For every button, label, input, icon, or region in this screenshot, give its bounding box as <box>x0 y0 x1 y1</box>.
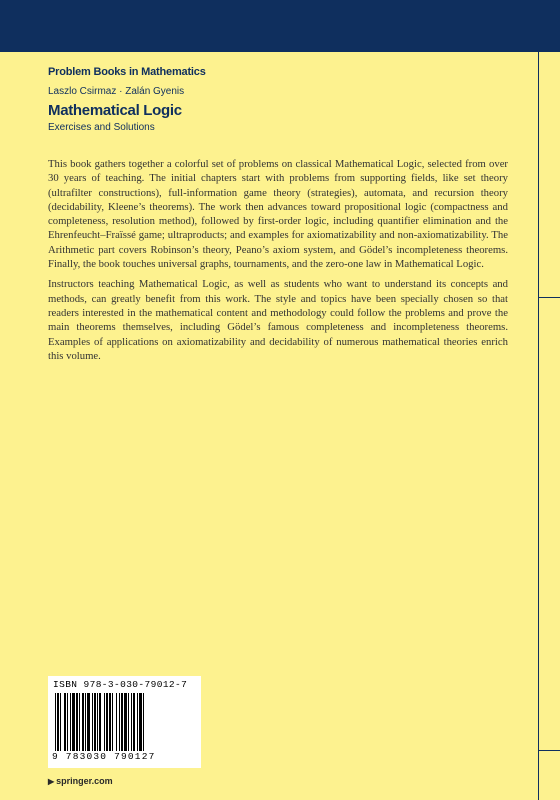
isbn-number: ISBN 978-3-030-79012-7 <box>53 679 188 690</box>
barcode-bar <box>139 693 142 751</box>
back-cover-blurb <box>48 157 508 369</box>
barcode-bar <box>109 693 111 751</box>
book-subtitle: Exercises and Solutions <box>48 122 155 133</box>
barcode-bar <box>112 693 113 751</box>
barcode-bar <box>131 693 132 751</box>
barcode-bar <box>70 693 71 751</box>
barcode-bar <box>119 693 120 751</box>
barcode-digits: 9 783030 790127 <box>52 751 156 762</box>
barcode-bar <box>67 693 68 751</box>
website-label: springer.com <box>56 776 113 786</box>
barcode-image <box>55 693 195 751</box>
barcode-bar <box>116 693 117 751</box>
barcode-bar <box>60 693 61 751</box>
barcode-bar <box>133 693 135 751</box>
barcode-bar <box>72 693 75 751</box>
barcode-bar <box>85 693 86 751</box>
barcode-bar <box>79 693 80 751</box>
barcode-bar <box>97 693 98 751</box>
barcode-bar <box>121 693 123 751</box>
barcode-bar <box>87 693 90 751</box>
barcode-bar <box>76 693 78 751</box>
barcode-bar <box>137 693 138 751</box>
series-name: Problem Books in Mathematics <box>48 66 206 78</box>
top-color-band <box>0 0 560 52</box>
barcode-bar <box>106 693 108 751</box>
barcode-bar <box>92 693 93 751</box>
barcode-bar <box>55 693 56 751</box>
spine-marker-bottom <box>538 750 560 751</box>
barcode-bar <box>82 693 84 751</box>
barcode-bar <box>124 693 127 751</box>
blurb-paragraph-1: This book gathers together a colorful set of problems on classical Mathematical Logic, selected from over 30 years of teaching. The initial chapters start with problems from supporting fields, like set theory (ultrafilter constructions), full-information game theory (strategies), automata, and recursion theory (decidability, Kleene’s theorems). The work then advances toward propositional logic (compactness and completeness, resolution method), followed by first-order logic, including quantifier elimination and the Ehrenfeucht–Fraïssé game; ultraproducts; and examples for axiomatizability and non-axiomatizability. The Arithmetic part covers Robinson’s theory, Peano’s axiom system, and Gödel’s incompleteness theorems. Finally, the book touches universal graphs, tournaments, and the zero-one law in Mathematical Logic. <box>48 158 508 271</box>
barcode-bar <box>128 693 129 751</box>
blurb-paragraph-2: Instructors teaching Mathematical Logic, as well as students who want to understand its concepts and methods, can greatly benefit from this work. The style and topics have been specially chosen so that readers interested in the mathematical content and methodology could follow the problems and prove the main theorems themselves, including Gödel’s famous completeness and incompleteness theorems. Examples of applications on axiomatizability and decidability of numerous mathematical theories enrich this volume. <box>48 278 508 362</box>
publisher-website[interactable] <box>48 776 113 786</box>
authors: Laszlo Csirmaz · Zalán Gyenis <box>48 86 185 97</box>
barcode-bar <box>99 693 101 751</box>
barcode-bar <box>64 693 66 751</box>
book-title: Mathematical Logic <box>48 102 182 119</box>
spine-marker-top <box>538 297 560 298</box>
isbn-barcode-box <box>48 676 201 768</box>
spine-fold-line <box>538 52 539 800</box>
barcode-bar <box>143 693 144 751</box>
barcode-bar <box>104 693 105 751</box>
barcode-bar <box>57 693 59 751</box>
triangle-right-icon: ▶ <box>48 777 55 786</box>
barcode-bar <box>94 693 96 751</box>
